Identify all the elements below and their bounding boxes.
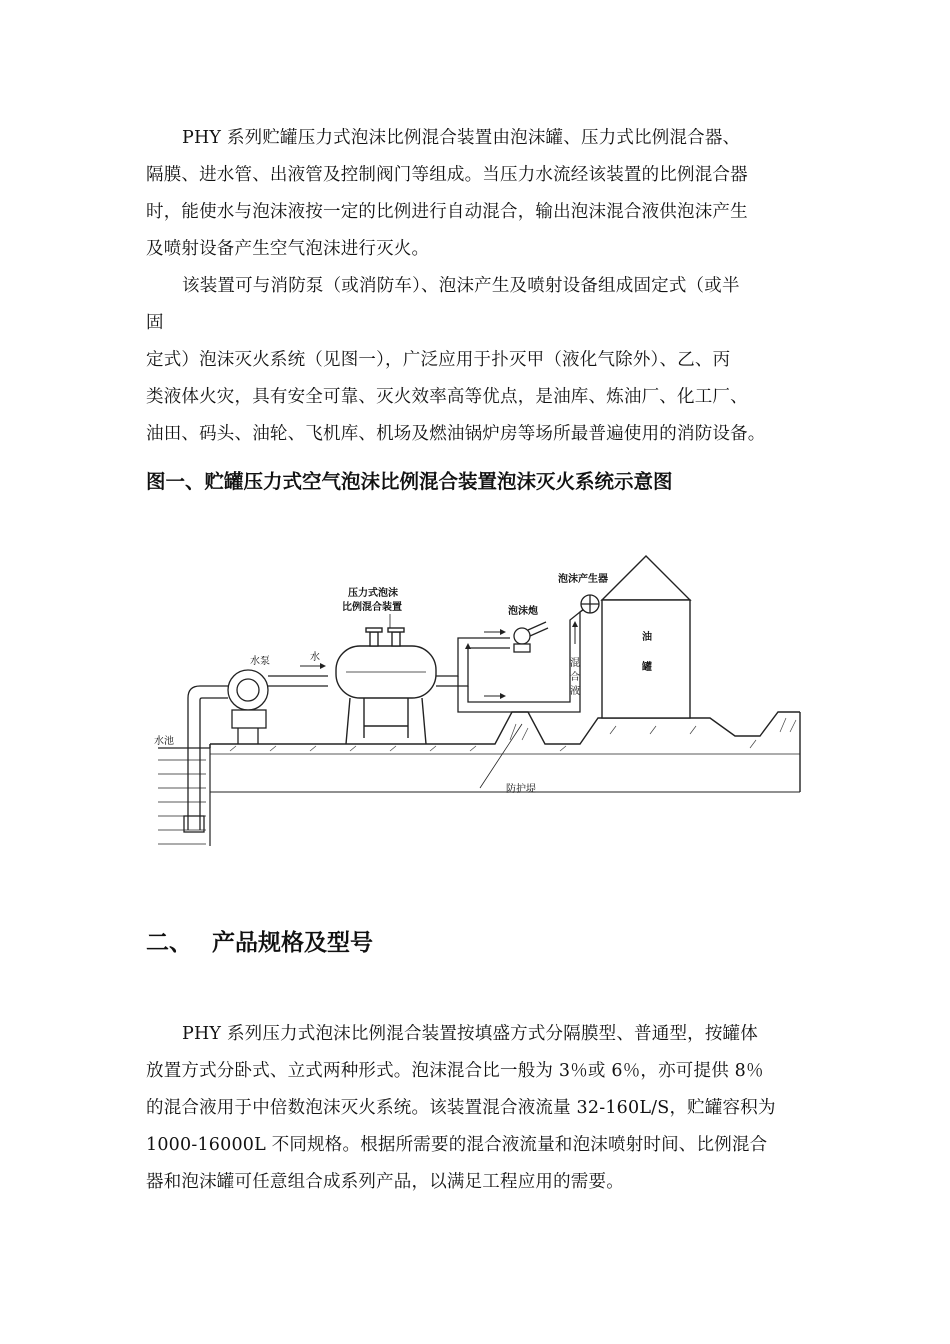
mixer-label-line1: 压力式泡沫 xyxy=(348,588,398,599)
specs-line: PHY 系列压力式泡沫比例混合装置按填盛方式分隔膜型、普通型，按罐体 xyxy=(182,1024,758,1044)
figure-title: 图一、贮罐压力式空气泡沫比例混合装置泡沫灭火系统示意图 xyxy=(146,470,673,493)
intro-line: PHY 系列贮罐压力式泡沫比例混合装置由泡沫罐、压力式比例混合器、 xyxy=(182,128,741,148)
specs-line: 1000-16000L 不同规格。根据所需要的混合液流量和泡沫喷射时间、比例混合 xyxy=(146,1135,768,1155)
tank-label: 罐 xyxy=(642,662,652,673)
system-diagram xyxy=(150,548,810,858)
specs-paragraph xyxy=(146,1016,806,1201)
usage-paragraph xyxy=(146,268,806,453)
usage-line: 固 xyxy=(146,313,164,333)
water-label: 水 xyxy=(310,652,320,663)
usage-line: 该装置可与消防泵（或消防车）、泡沫产生及喷射设备组成固定式（或半 xyxy=(182,276,740,296)
intro-line: 及喷射设备产生空气泡沫进行灭火。 xyxy=(146,239,430,259)
section-number: 二、 xyxy=(146,930,192,956)
specs-line: 放置方式分卧式、立式两种形式。泡沫混合比一般为 3％或 6％，亦可提供 8％ xyxy=(146,1061,764,1081)
suction-pipe xyxy=(184,686,228,832)
oil-label: 油 xyxy=(642,632,652,643)
pool-label: 水池 xyxy=(154,736,174,747)
water-pump xyxy=(228,670,328,744)
intro-line: 时，能使水与泡沫液按一定的比例进行自动混合，输出泡沫混合液供泡沫产生 xyxy=(146,202,748,222)
foam-generator-label: 泡沫产生器 xyxy=(558,574,608,585)
section-title: 产品规格及型号 xyxy=(212,930,373,956)
foam-generator xyxy=(581,595,599,613)
ground xyxy=(210,712,800,792)
diagram-svg xyxy=(150,548,810,858)
specs-line: 器和泡沫罐可任意组合成系列产品，以满足工程应用的需要。 xyxy=(146,1172,624,1192)
intro-line: 隔膜、进水管、出液管及控制阀门等组成。当压力水流经该装置的比例混合器 xyxy=(146,165,748,185)
usage-line: 定式）泡沫灭火系统（见图一），广泛应用于扑灭甲（液化气除外）、乙、丙 xyxy=(146,350,731,370)
mixer-label-line2: 比例混合装置 xyxy=(342,602,402,613)
usage-line: 类液体火灾，具有安全可靠、灭火效率高等优点，是油库、炼油厂、化工厂、 xyxy=(146,387,748,407)
usage-line: 油田、码头、油轮、飞机库、机场及燃油锅炉房等场所最普遍使用的消防设备。 xyxy=(146,424,766,444)
water-pump-label: 水泵 xyxy=(250,656,270,667)
foam-cannon-label: 泡沫炮 xyxy=(508,606,538,617)
mixed-liquid-label-3: 液 xyxy=(570,686,580,697)
mixed-liquid-label-1: 混 xyxy=(570,658,580,669)
mixed-liquid-label-2: 合 xyxy=(570,672,580,683)
section-heading xyxy=(146,924,373,957)
specs-line: 的混合液用于中倍数泡沫灭火系统。该装置混合液流量 32-160L/S，贮罐容积为 xyxy=(146,1098,776,1118)
ground-hatch xyxy=(230,718,796,751)
outlet-pipes xyxy=(436,638,510,712)
foam-cannon xyxy=(514,622,548,652)
mixer-tank xyxy=(336,628,436,744)
dike-label: 防护堤 xyxy=(506,784,536,795)
intro-paragraph xyxy=(146,120,806,268)
